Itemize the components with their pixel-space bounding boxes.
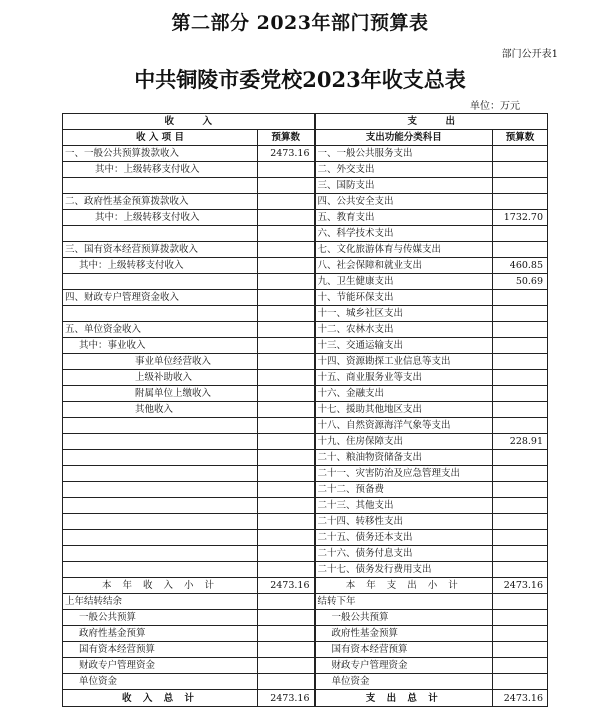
table-row	[63, 306, 548, 322]
expense-item: 十三、交通运输支出	[315, 338, 493, 354]
income-item	[63, 274, 258, 290]
income-item	[63, 482, 258, 498]
income-item: 一、一般公共预算拨款收入	[63, 146, 258, 162]
income-value	[258, 498, 315, 514]
table-row	[63, 530, 548, 546]
table-row	[63, 434, 548, 450]
income-item	[63, 418, 258, 434]
table-row	[63, 338, 548, 354]
expense-value	[493, 450, 548, 466]
expense-item: 十一、城乡社区支出	[315, 306, 493, 322]
income-item	[63, 306, 258, 322]
income-total-label: 收 入 总 计	[63, 690, 258, 707]
income-value	[258, 530, 315, 546]
expense-item: 四、公共安全支出	[315, 194, 493, 210]
income-value	[258, 450, 315, 466]
income-item: 其中：上级转移支付收入	[63, 210, 258, 226]
income-value	[258, 434, 315, 450]
expense-value	[493, 546, 548, 562]
income-item	[63, 178, 258, 194]
expense-item: 十五、商业服务业等支出	[315, 370, 493, 386]
expense-item: 十九、住房保障支出	[315, 434, 493, 450]
table-row	[63, 642, 548, 658]
carryover-expense-value	[493, 658, 548, 674]
income-subtotal-value: 2473.16	[258, 578, 315, 594]
expense-item: 七、文化旅游体育与传媒支出	[315, 242, 493, 258]
table-row	[63, 354, 548, 370]
expense-item: 二十三、其他支出	[315, 498, 493, 514]
income-value	[258, 370, 315, 386]
table-row	[63, 482, 548, 498]
expense-value: 50.69	[493, 274, 548, 290]
income-value: 2473.16	[258, 146, 315, 162]
carryover-expense-value	[493, 610, 548, 626]
expense-subtotal-label: 本 年 支 出 小 计	[315, 578, 493, 594]
income-item: 其中：上级转移支付收入	[63, 258, 258, 274]
total-row	[63, 690, 548, 707]
table-row	[63, 514, 548, 530]
income-value	[258, 482, 315, 498]
budget-summary-table	[62, 113, 548, 707]
expense-value	[493, 322, 548, 338]
income-value	[258, 274, 315, 290]
income-value	[258, 402, 315, 418]
income-value	[258, 418, 315, 434]
col-expense-budget: 预算数	[493, 130, 548, 146]
table-row	[63, 418, 548, 434]
carryover-expense-item: 财政专户管理资金	[315, 658, 493, 674]
income-item: 事业单位经营收入	[63, 354, 258, 370]
table-row	[63, 546, 548, 562]
expense-value	[493, 466, 548, 482]
carryover-income-item: 上年结转结余	[63, 594, 258, 610]
table-row	[63, 194, 548, 210]
expense-item: 二、外交支出	[315, 162, 493, 178]
expense-value	[493, 562, 548, 578]
expense-value	[493, 482, 548, 498]
table-row	[63, 658, 548, 674]
expense-value	[493, 178, 548, 194]
table-row	[63, 386, 548, 402]
income-item: 四、财政专户管理资金收入	[63, 290, 258, 306]
income-item	[63, 514, 258, 530]
expense-item: 八、社会保障和就业支出	[315, 258, 493, 274]
income-value	[258, 354, 315, 370]
expense-value	[493, 386, 548, 402]
carryover-income-value	[258, 658, 315, 674]
income-item	[63, 434, 258, 450]
expense-value: 1732.70	[493, 210, 548, 226]
table-row	[63, 178, 548, 194]
income-value	[258, 322, 315, 338]
expense-value	[493, 530, 548, 546]
income-value	[258, 338, 315, 354]
income-value	[258, 562, 315, 578]
income-subtotal-label: 本 年 收 入 小 计	[63, 578, 258, 594]
expense-item: 二十七、债务发行费用支出	[315, 562, 493, 578]
expense-value	[493, 402, 548, 418]
income-value	[258, 210, 315, 226]
table-row	[63, 466, 548, 482]
carryover-expense-item: 国有资本经营预算	[315, 642, 493, 658]
income-value	[258, 386, 315, 402]
expense-item: 二十四、转移性支出	[315, 514, 493, 530]
expense-item: 二十一、灾害防治及应急管理支出	[315, 466, 493, 482]
expense-item: 二十五、债务还本支出	[315, 530, 493, 546]
income-value	[258, 242, 315, 258]
income-item	[63, 498, 258, 514]
expense-item: 九、卫生健康支出	[315, 274, 493, 290]
table-row	[63, 674, 548, 690]
expense-item: 十四、资源勘探工业信息等支出	[315, 354, 493, 370]
income-item: 五、单位资金收入	[63, 322, 258, 338]
income-item	[63, 530, 258, 546]
table-row	[63, 562, 548, 578]
table-row	[63, 626, 548, 642]
carryover-income-value	[258, 642, 315, 658]
table-row	[63, 594, 548, 610]
income-item: 上级补助收入	[63, 370, 258, 386]
carryover-income-item: 国有资本经营预算	[63, 642, 258, 658]
expense-item: 十六、金融支出	[315, 386, 493, 402]
carryover-income-item: 财政专户管理资金	[63, 658, 258, 674]
income-item: 三、国有资本经营预算拨款收入	[63, 242, 258, 258]
unit-label: 单位：万元	[470, 101, 520, 112]
page-title: 中共铜陵市委党校2023年收支总表	[134, 67, 466, 92]
expense-value	[493, 162, 548, 178]
section-header-row	[63, 114, 548, 130]
income-value	[258, 514, 315, 530]
carryover-expense-value	[493, 594, 548, 610]
income-value	[258, 546, 315, 562]
expense-value	[493, 514, 548, 530]
income-item	[63, 546, 258, 562]
table-row	[63, 162, 548, 178]
table-row	[63, 242, 548, 258]
income-item: 其他收入	[63, 402, 258, 418]
expense-value	[493, 354, 548, 370]
carryover-income-item: 一般公共预算	[63, 610, 258, 626]
carryover-expense-item: 结转下年	[315, 594, 493, 610]
expense-value	[493, 306, 548, 322]
income-value	[258, 290, 315, 306]
income-item	[63, 450, 258, 466]
income-value	[258, 226, 315, 242]
carryover-income-value	[258, 594, 315, 610]
carryover-income-value	[258, 610, 315, 626]
table-row	[63, 258, 548, 274]
carryover-expense-item: 政府性基金预算	[315, 626, 493, 642]
expense-item: 二十、粮油物资储备支出	[315, 450, 493, 466]
income-item	[63, 466, 258, 482]
expense-total-value: 2473.16	[493, 690, 548, 707]
expense-item: 五、教育支出	[315, 210, 493, 226]
expense-value: 228.91	[493, 434, 548, 450]
table-row	[63, 402, 548, 418]
income-item	[63, 226, 258, 242]
table-row	[63, 322, 548, 338]
expense-subtotal-value: 2473.16	[493, 578, 548, 594]
expense-item: 十七、援助其他地区支出	[315, 402, 493, 418]
income-item	[63, 562, 258, 578]
column-header-row	[63, 130, 548, 146]
expense-value	[493, 242, 548, 258]
expense-item: 二十二、预备费	[315, 482, 493, 498]
carryover-expense-item: 一般公共预算	[315, 610, 493, 626]
carryover-income-value	[258, 626, 315, 642]
carryover-expense-value	[493, 626, 548, 642]
subtotal-row	[63, 578, 548, 594]
table-row	[63, 210, 548, 226]
carryover-income-value	[258, 674, 315, 690]
table-row	[63, 290, 548, 306]
table-row	[63, 370, 548, 386]
expense-item: 一、一般公共服务支出	[315, 146, 493, 162]
table-row	[63, 146, 548, 162]
expense-value	[493, 290, 548, 306]
carryover-income-item: 政府性基金预算	[63, 626, 258, 642]
col-income-item: 收 入 项 目	[63, 130, 258, 146]
income-item: 二、政府性基金预算拨款收入	[63, 194, 258, 210]
expense-value	[493, 226, 548, 242]
form-number: 部门公开表1	[501, 49, 558, 60]
income-value	[258, 306, 315, 322]
income-value	[258, 162, 315, 178]
table-row	[63, 610, 548, 626]
income-value	[258, 194, 315, 210]
carryover-income-item: 单位资金	[63, 674, 258, 690]
income-section-header: 收 入	[63, 114, 315, 130]
table-row	[63, 450, 548, 466]
expense-section-header: 支 出	[315, 114, 548, 130]
expense-value	[493, 338, 548, 354]
expense-item: 六、科学技术支出	[315, 226, 493, 242]
expense-item: 十八、自然资源海洋气象等支出	[315, 418, 493, 434]
part-title: 第二部分 2023年部门预算表	[171, 12, 429, 34]
income-item: 其中：事业收入	[63, 338, 258, 354]
income-total-value: 2473.16	[258, 690, 315, 707]
carryover-expense-item: 单位资金	[315, 674, 493, 690]
table-row	[63, 274, 548, 290]
col-income-budget: 预算数	[258, 130, 315, 146]
carryover-expense-value	[493, 642, 548, 658]
expense-item: 十二、农林水支出	[315, 322, 493, 338]
expense-value	[493, 418, 548, 434]
income-value	[258, 466, 315, 482]
expense-item: 三、国防支出	[315, 178, 493, 194]
table-row	[63, 498, 548, 514]
carryover-expense-value	[493, 674, 548, 690]
income-value	[258, 258, 315, 274]
expense-value: 460.85	[493, 258, 548, 274]
expense-value	[493, 370, 548, 386]
expense-value	[493, 194, 548, 210]
expense-value	[493, 146, 548, 162]
income-item: 其中：上级转移支付收入	[63, 162, 258, 178]
expense-total-label: 支 出 总 计	[315, 690, 493, 707]
expense-item: 十、节能环保支出	[315, 290, 493, 306]
expense-value	[493, 498, 548, 514]
income-value	[258, 178, 315, 194]
table-row	[63, 226, 548, 242]
income-item: 附属单位上缴收入	[63, 386, 258, 402]
col-expense-item: 支出功能分类科目	[315, 130, 493, 146]
expense-item: 二十六、债务付息支出	[315, 546, 493, 562]
